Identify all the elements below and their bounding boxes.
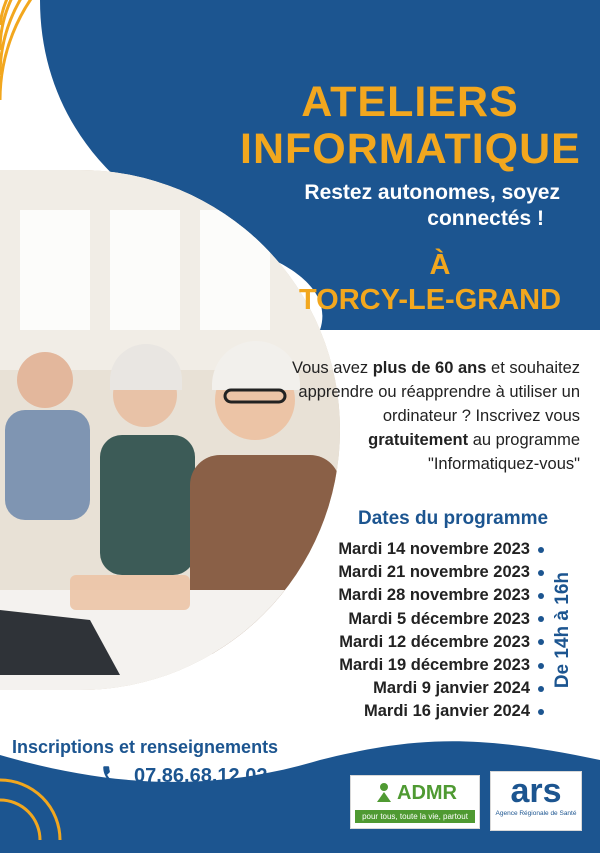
page-title-line2: INFORMATIQUE <box>240 125 581 173</box>
intro-line2: apprendre ou réapprendre à utiliser un <box>298 383 580 401</box>
place-line1: À <box>429 249 451 281</box>
registration-title: Inscriptions et renseignements <box>12 737 279 757</box>
admr-person-icon <box>373 782 395 804</box>
ars-logo: ars Agence Régionale de Santé <box>490 771 582 831</box>
date-item: Mardi 12 décembre 2023 <box>290 631 544 654</box>
intro-paragraph <box>250 356 580 476</box>
phone-row <box>100 763 267 789</box>
phone-icon <box>100 763 126 789</box>
bullet-icon <box>538 663 544 669</box>
page-title-line1: ATELIERS <box>301 78 519 126</box>
admr-logo: ADMR pour tous, toute la vie, partout <box>350 775 480 829</box>
intro-line3: ordinateur ? Inscrivez vous <box>382 407 580 425</box>
bullet-icon <box>538 593 544 599</box>
intro-line5: "Informatiquez-vous" <box>427 455 580 473</box>
phone-number[interactable]: 07.86.68.12.02 <box>134 764 268 787</box>
admr-slogan: pour tous, toute la vie, partout <box>355 810 475 823</box>
date-item: Mardi 28 novembre 2023 <box>290 584 544 607</box>
date-item: Mardi 14 novembre 2023 <box>290 538 544 561</box>
bullet-icon <box>538 709 544 715</box>
date-item: Mardi 19 décembre 2023 <box>290 654 544 677</box>
date-item: Mardi 5 décembre 2023 <box>290 608 544 631</box>
date-item: Mardi 9 janvier 2024 <box>290 677 544 700</box>
tagline-line1: Restez autonomes, soyez <box>304 181 560 204</box>
intro-line1: Vous avez plus de 60 ans et souhaitez <box>291 359 580 377</box>
hours-label: De 14h à 16h <box>552 572 573 689</box>
bullet-icon <box>538 547 544 553</box>
bullet-icon <box>538 639 544 645</box>
date-item: Mardi 21 novembre 2023 <box>290 561 544 584</box>
intro-line4: gratuitement au programme <box>368 431 580 449</box>
place-line2: TORCY-LE-GRAND <box>298 284 562 316</box>
bullet-icon <box>538 686 544 692</box>
dates-list <box>290 538 544 724</box>
bullet-icon <box>538 570 544 576</box>
dates-title: Dates du programme <box>358 508 549 529</box>
bullet-icon <box>538 616 544 622</box>
tagline-line2: connectés ! <box>427 207 544 230</box>
date-item: Mardi 16 janvier 2024 <box>290 700 544 723</box>
